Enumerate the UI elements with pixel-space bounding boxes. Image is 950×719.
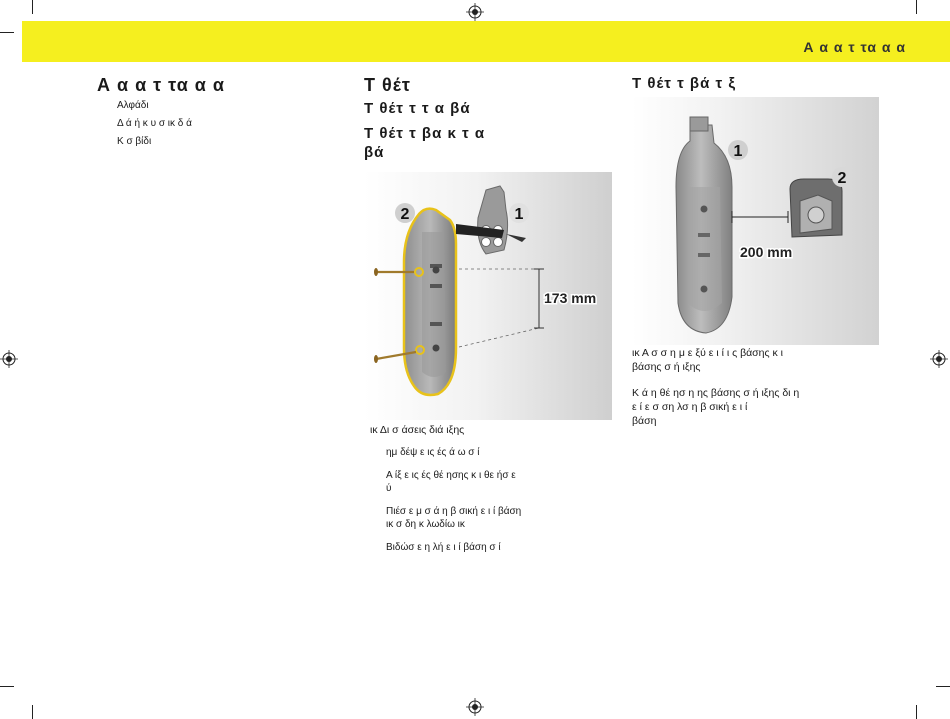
callout-badge (728, 140, 748, 160)
dimension-label: 200 mm (740, 244, 793, 260)
installation-steps (386, 446, 612, 564)
registration-mark-icon (930, 350, 948, 368)
callout-badge (395, 203, 415, 223)
callout-badge (832, 167, 852, 187)
middle-heading-3 (364, 124, 614, 162)
step-item: Βιδώσ ε η λή ε ι ί βάση σ ί (386, 542, 501, 553)
right-figure-caption: ικ Α σ σ η μ ε ξύ ε ι ί ι ς βάσης κ ι βάσης σ ή ιξης (632, 347, 783, 373)
step-item: ημ δέψ ε ις ές ά ω σ ί (386, 447, 480, 458)
step-item: Α ίξ ε ις ές θέ ησης κ ι θε ήσ ε ύ (386, 470, 516, 494)
crop-mark (32, 0, 33, 14)
registration-mark-icon (466, 3, 484, 21)
middle-heading-3-line: Τ θέτ τ βα κ τ α (364, 125, 486, 142)
svg-text:1: 1 (733, 143, 743, 160)
crop-mark (916, 705, 917, 719)
middle-heading-2: Τ θέτ τ τ α βά (364, 100, 471, 117)
middle-heading-1: Τ θέτ (364, 75, 411, 95)
tools-list (117, 97, 317, 151)
step-item: Πιέσ ε μ σ ά η β σική ε ι ί βάση ικ σ δη κ λωδίω ικ (386, 506, 522, 530)
crop-mark (936, 686, 950, 687)
distance-figure (632, 97, 879, 345)
list-item: Αλφάδι (117, 100, 149, 111)
dimension-label: 173 mm (544, 290, 597, 306)
registration-mark-icon (0, 350, 18, 368)
crop-mark (0, 686, 14, 687)
right-heading: Τ θέτ τ βά τ ξ (632, 75, 737, 92)
wall-mount-figure (364, 172, 612, 420)
left-heading: Α α α τ τα α α (97, 75, 225, 95)
svg-text:2: 2 (400, 206, 410, 223)
base-station (790, 179, 842, 237)
svg-text:2: 2 (837, 170, 847, 187)
crop-mark (916, 0, 917, 14)
svg-text:1: 1 (514, 206, 524, 223)
middle-heading-3-line: βά (364, 144, 385, 161)
callout-badge (509, 203, 529, 223)
list-item: Κ σ βίδι (117, 136, 152, 147)
right-paragraph: Κ ά η θέ ησ η ης βάσης σ ή ιξης δι η ε ί ε σ ση λσ η β σική ε ι ί βάση (632, 387, 800, 427)
list-item: Δ ά ή κ υ σ ικ δ ά (117, 118, 192, 129)
crop-mark (0, 32, 14, 33)
header-title: Α α α τ τα α α (803, 39, 906, 55)
crop-mark (32, 705, 33, 719)
registration-mark-icon (466, 698, 484, 716)
header-band (22, 21, 950, 62)
middle-figure-caption: ικ Δι σ άσεις διά ιξης (370, 424, 465, 436)
